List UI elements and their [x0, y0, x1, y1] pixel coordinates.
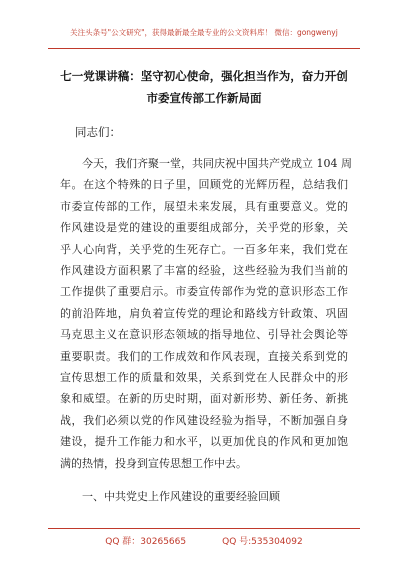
document-title-line-1: 七一党课讲稿：坚守初心使命，强化担当作为，奋力开创: [60, 69, 348, 83]
body-line: 马克思主义在意识形态领域的指导地位、引导社会舆论等: [60, 328, 348, 342]
body-line: 年。在这个特殊的日子里，回顾党的光辉历程，总结我们: [60, 178, 348, 192]
body-line: 作风建设方面积累了丰富的经验，这些经验为我们当前的: [60, 264, 348, 277]
body-line: 重要职责。我们的工作成效和作风表现，直接关系到党的: [60, 349, 348, 363]
footer-qq-group: QQ 群：30265665: [105, 537, 187, 547]
body-line: 乎人心向背，关乎党的生死存亡。一百多年来，我们党在: [60, 242, 348, 256]
body-line: 工作提供了重要启示。市委宣传部作为党的意识形态工作: [60, 285, 348, 299]
document-title-line-2: 市委宣传部工作新局面: [146, 91, 262, 105]
footer-qq-number: QQ 号:535304092: [222, 537, 303, 547]
body-line: 宣传思想工作的质量和效果，关系到党在人民群众中的形: [60, 371, 348, 384]
footer-divider: [48, 528, 360, 529]
body-line: 今天，我们齐聚一堂，共同庆祝中国共产党成立 104 周: [82, 157, 352, 170]
body-line: 作风建设是党的建设的重要组成部分，关乎党的形象，关: [60, 221, 348, 235]
section-heading: 一、中共党史上作风建设的重要经验回顾: [82, 490, 280, 503]
header-divider: [48, 48, 360, 49]
body-line: 战，我们必须以党的作风建设经验为指导，不断加强自身: [60, 413, 348, 427]
body-line: 市委宣传部的工作，展望未来发展，具有重要意义。党的: [60, 199, 348, 213]
header-banner: 关注头条号"公文研究"，获得最新最全最专业的公文资料库！ 微信：gongwenyj: [70, 28, 338, 37]
body-line: 建设，提升工作能力和水平，以更加优良的作风和更加饱: [60, 435, 348, 449]
body-line: 象和威望。在新的历史时期，面对新形势、新任务、新挑: [60, 392, 348, 406]
footer: [0, 534, 408, 547]
salutation: 同志们：: [75, 125, 121, 139]
body-line: 满的热情，投身到宣传思想工作中去。: [60, 456, 247, 470]
body-line: 的前沿阵地，肩负着宣传党的理论和路线方针政策、巩固: [60, 306, 348, 320]
